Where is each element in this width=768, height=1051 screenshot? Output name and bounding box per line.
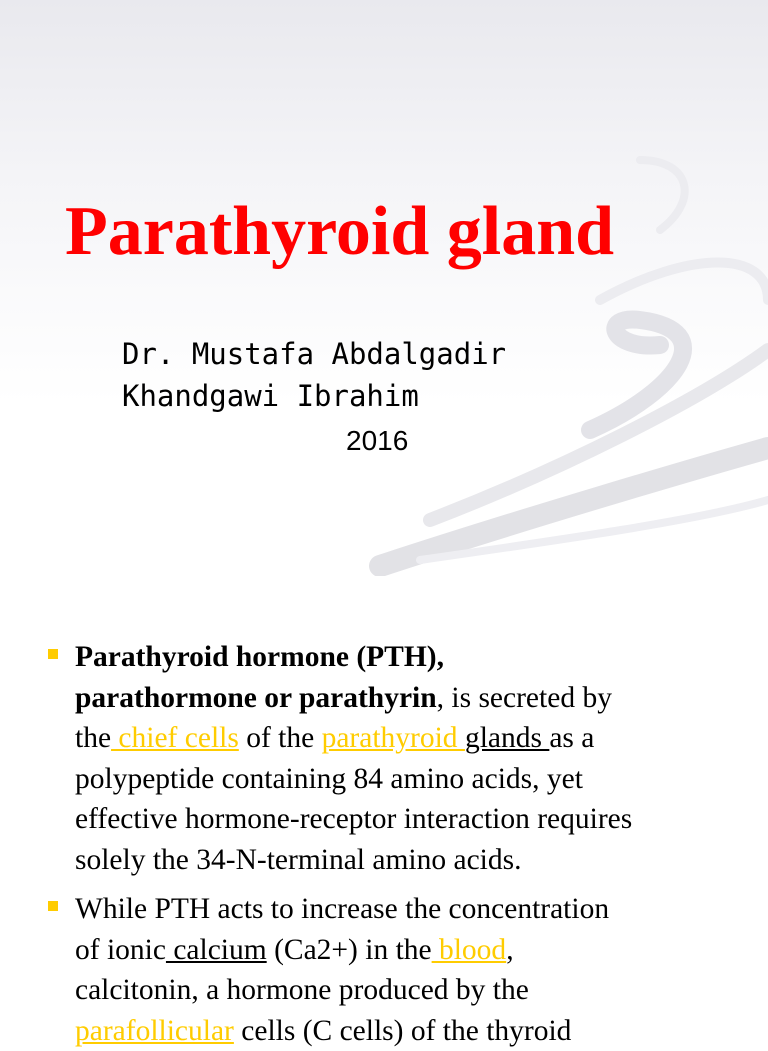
body-text: ,: [506, 934, 513, 966]
swoosh-stroke: [600, 263, 768, 301]
bold-term: Parathyroid hormone (PTH),: [75, 641, 444, 673]
body-text: as a: [549, 722, 594, 754]
bullet-item: [75, 637, 745, 880]
bullet-line: While PTH acts to increase the concentration: [75, 889, 745, 930]
author-name: [122, 333, 506, 417]
body-text: (Ca2+) in the: [267, 934, 432, 966]
glands-link[interactable]: glands: [465, 722, 549, 754]
calcium-link[interactable]: calcium: [166, 934, 267, 966]
author-line-2: Khandgawi Ibrahim: [122, 375, 506, 417]
square-bullet-icon: [48, 901, 58, 911]
body-text: of ionic: [75, 934, 166, 966]
author-line-1: Dr. Mustafa Abdalgadir: [122, 333, 506, 375]
body-text: cells (C cells) of the thyroid: [234, 1015, 572, 1047]
content-slide: [0, 576, 768, 1024]
body-text: , is secreted by: [437, 682, 612, 714]
bullet-line: [75, 637, 745, 678]
bold-term: parathormone or parathyrin: [75, 682, 437, 714]
bullet-line: [75, 930, 745, 971]
bullet-line: polypeptide containing 84 amino acids, yet: [75, 759, 745, 800]
parafollicular-link[interactable]: parafollicular: [75, 1015, 234, 1047]
bullet-line: [75, 678, 745, 719]
body-text: of the: [239, 722, 322, 754]
presentation-year: 2016: [346, 421, 408, 461]
blood-link[interactable]: blood: [432, 934, 507, 966]
bullet-line: effective hormone-receptor interaction requires: [75, 799, 745, 840]
slide-title: Parathyroid gland: [65, 188, 614, 276]
bullet-line: calcitonin, a hormone produced by the: [75, 970, 745, 1011]
square-bullet-icon: [48, 649, 58, 659]
bullet-line: [75, 1011, 745, 1051]
bullet-line: solely the 34-N-terminal amino acids.: [75, 840, 745, 881]
body-text: the: [75, 722, 111, 754]
parathyroid-link[interactable]: parathyroid: [322, 722, 465, 754]
bullet-item: [75, 889, 745, 1051]
swoosh-stroke: [640, 160, 685, 230]
bullet-line: [75, 718, 745, 759]
chief-cells-link[interactable]: chief cells: [111, 722, 239, 754]
